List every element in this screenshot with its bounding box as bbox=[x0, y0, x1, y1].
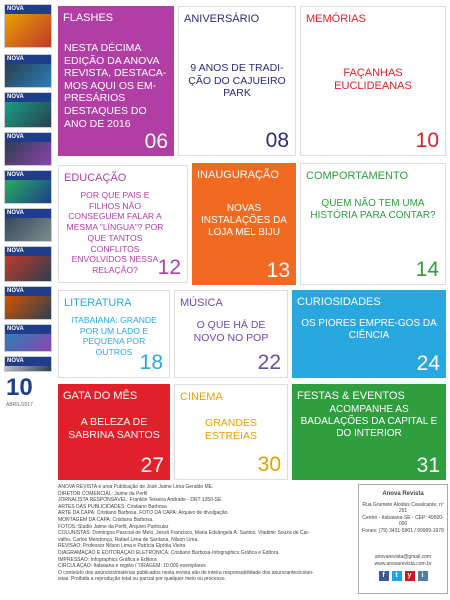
contact-address-line: Rua Grumete Aloides Cavalcante, nº 291 bbox=[362, 501, 444, 514]
section-literatura[interactable] bbox=[58, 290, 170, 378]
cover-thumbnail-brand: NOVA bbox=[5, 171, 51, 180]
youtube-icon[interactable]: y bbox=[405, 571, 415, 581]
credit-line: MONTAGEM DA CAPA: Cristiano Barbosa. bbox=[58, 516, 154, 523]
section-headline: NESTA DÉCIMA EDIÇÃO DA ANOVA REVISTA, DESTACA-MOS AQUI OS EM-PRESÁRIOS DESTAQUES DO ANO DE 2016 bbox=[64, 42, 167, 130]
cover-thumbnail[interactable] bbox=[4, 286, 52, 320]
section-page-number: 27 bbox=[140, 454, 164, 477]
section-category: INAUGURAÇÃO bbox=[197, 169, 279, 181]
cover-thumbnail[interactable] bbox=[4, 208, 52, 242]
cover-thumbnail-art bbox=[5, 296, 51, 319]
cover-thumbnail-art bbox=[5, 366, 51, 371]
section-page-number: 14 bbox=[415, 258, 439, 281]
cover-thumbnail-art bbox=[5, 218, 51, 241]
section-flashes[interactable] bbox=[58, 6, 174, 156]
contact-address-line: Centro - Itabaiana-SE - CEP: 49500-000 bbox=[362, 514, 444, 527]
section-comportamento[interactable] bbox=[300, 163, 446, 285]
cover-thumbnail[interactable] bbox=[4, 356, 52, 372]
section-headline: GRANDES ESTRÉIAS bbox=[205, 417, 257, 442]
section-festas-eventos[interactable] bbox=[292, 384, 446, 480]
credit-line: REVISÃO: Professor Nilson Lima e Patrícia Elpídia Vieira bbox=[58, 543, 186, 550]
contact-website[interactable]: www.anovarevista.com.br bbox=[374, 560, 432, 567]
contact-phone-line: Fones: (79) 3431-5901 / 99969-1978 bbox=[362, 527, 444, 534]
section-page-number: 06 bbox=[144, 130, 168, 153]
contact-box bbox=[358, 484, 448, 594]
section-musica[interactable] bbox=[174, 290, 288, 378]
section-page-number: 08 bbox=[265, 129, 289, 152]
section-page-number: 22 bbox=[257, 351, 281, 374]
section-page-number: 18 bbox=[139, 351, 163, 374]
cover-thumbnail-brand: NOVA bbox=[5, 55, 51, 64]
credit-line: ANOVA REVISTA é uma Publicação de José Jaime Lima Geraldo ME. bbox=[58, 484, 214, 490]
section-headline: QUEM NÃO TEM UMA HISTÓRIA PARA CONTAR? bbox=[310, 198, 436, 221]
credit-line: istas. Proibida a reprodução total ou parcial por qualquer meio ou processo. bbox=[58, 576, 226, 583]
section-page-number: 30 bbox=[257, 453, 281, 476]
section-cinema[interactable] bbox=[174, 384, 288, 480]
section-headline: 9 ANOS DE TRADI-ÇÃO DO CAJUEIRO PARK bbox=[188, 62, 286, 100]
cover-thumbnail-art bbox=[5, 102, 51, 127]
section-category: GATA DO MÊS bbox=[63, 390, 138, 402]
section-category: FESTAS & EVENTOS bbox=[297, 390, 405, 402]
cover-thumbnail-art bbox=[5, 14, 51, 47]
section-headline: NOVAS INSTALAÇÕES DA LOJA MEL BIJU bbox=[201, 203, 287, 238]
section-category: CINEMA bbox=[180, 391, 223, 403]
section-gata-do-mes[interactable] bbox=[58, 384, 170, 480]
cover-strip bbox=[0, 0, 56, 600]
credit-line: DIAGRAMAÇÃO E EDITORAÇÃO ELETRÔNICA: Cristiano Barbosa-Infographics Gráfica e Editora. bbox=[58, 549, 280, 556]
cover-thumbnail-art bbox=[5, 180, 51, 203]
cover-thumbnail[interactable] bbox=[4, 54, 52, 88]
instagram-icon[interactable]: i bbox=[418, 571, 428, 581]
section-aniversario[interactable] bbox=[178, 6, 296, 156]
credit-line: valho, Carlos Mendonça, Rafael Lima de Santana, Nilson Lima. bbox=[58, 536, 199, 543]
credit-line: FOTOS: Studio Jaime da Perfil, Arquivo Particular bbox=[58, 523, 169, 530]
cover-thumbnail[interactable] bbox=[4, 4, 52, 48]
credit-line: DIRETOR COMERCIAL: Jaime da Perfil bbox=[58, 490, 148, 497]
cover-thumbnail-brand: NOVA bbox=[5, 325, 51, 334]
masthead-credits bbox=[58, 484, 354, 583]
social-links bbox=[359, 571, 447, 581]
section-headline: ITABAIANA: GRANDE POR UM LADO E PEQUENA POR OUTROS bbox=[71, 315, 157, 358]
section-educacao[interactable] bbox=[58, 165, 188, 283]
credit-line: IMPRESSÃO: Infographics Gráfica e Editora bbox=[58, 556, 157, 563]
section-headline: POR QUE PAIS E FILHOS NÃO CONSEGUEM FALAR A MESMA “LÍNGUA”? POR QUE TANTOS CONFLITOS ENVOLVIDOS NESSA RELAÇÃO? bbox=[66, 190, 164, 276]
credit-line: CIRCULAÇÃO: Itabaiana e região / TIRAGEM: 10.000 exemplares bbox=[58, 563, 206, 570]
section-headline: ACOMPANHE AS BADALAÇÕES DA CAPITAL E DO INTERIOR bbox=[300, 404, 438, 439]
section-page-number: 31 bbox=[416, 454, 440, 477]
section-category: ANIVERSÁRIO bbox=[184, 13, 260, 25]
credit-line: JORNALISTA RESPONSÁVEL: Franklin Teixeira Andrade - DRT 1350-SE bbox=[58, 497, 222, 504]
contact-email[interactable]: anovarevista@gmail.com bbox=[374, 554, 432, 560]
cover-thumbnail[interactable] bbox=[4, 246, 52, 282]
issue-date: ABRIL/2017 bbox=[6, 402, 33, 408]
credit-line: ARTE DA CAPA: Cristiano Barbosa. FOTO DA CAPA: Arquivo de divulgação. bbox=[58, 510, 229, 517]
section-curiosidades[interactable] bbox=[292, 290, 446, 378]
section-category: MEMÓRIAS bbox=[306, 13, 366, 25]
section-category: COMPORTAMENTO bbox=[306, 170, 409, 182]
section-page-number: 10 bbox=[415, 129, 439, 152]
section-category: CURIOSIDADES bbox=[297, 296, 381, 308]
cover-thumbnail-art bbox=[5, 142, 51, 165]
cover-thumbnail-brand: NOVA bbox=[5, 93, 51, 102]
cover-thumbnail-brand: NOVA bbox=[5, 5, 51, 14]
contact-brand: Anova Revista bbox=[382, 491, 424, 497]
section-category: FLASHES bbox=[63, 12, 114, 24]
cover-thumbnail-art bbox=[5, 256, 51, 281]
credit-line: COLUNISTAS: Domingos Pascoal de Melo, Jesvã Francisco, Maria Edvângela A. Santos, Vladimir Souza de Car- bbox=[58, 530, 310, 537]
section-memorias[interactable] bbox=[300, 6, 446, 156]
cover-thumbnail[interactable] bbox=[4, 92, 52, 128]
section-inauguracao[interactable] bbox=[192, 163, 296, 285]
cover-thumbnail-brand: NOVA bbox=[5, 357, 51, 366]
section-category: MÚSICA bbox=[180, 297, 223, 309]
issue-number: 10 bbox=[6, 374, 33, 401]
section-headline: A BELEZA DE SABRINA SANTOS bbox=[68, 416, 160, 441]
cover-thumbnail-brand: NOVA bbox=[5, 287, 51, 296]
section-headline: FAÇANHAS EUCLIDEANAS bbox=[334, 67, 412, 93]
section-page-number: 12 bbox=[157, 256, 181, 279]
cover-thumbnail-art bbox=[5, 334, 51, 351]
section-headline: OS PIORES EMPRE-GOS DA CIÊNCIA bbox=[301, 318, 437, 341]
credit-line: ARTES DAS PUBLICIDADES: Cristiano Barbosa bbox=[58, 503, 167, 510]
section-category: LITERATURA bbox=[64, 297, 132, 309]
cover-thumbnail-brand: NOVA bbox=[5, 209, 51, 218]
cover-thumbnail-brand: NOVA bbox=[5, 247, 51, 256]
cover-thumbnail[interactable] bbox=[4, 324, 52, 352]
facebook-icon[interactable]: f bbox=[379, 571, 389, 581]
twitter-icon[interactable]: t bbox=[392, 571, 402, 581]
cover-thumbnail-art bbox=[5, 64, 51, 87]
cover-thumbnail[interactable] bbox=[4, 132, 52, 166]
cover-thumbnail[interactable] bbox=[4, 170, 52, 204]
section-page-number: 13 bbox=[266, 259, 290, 282]
section-page-number: 24 bbox=[416, 352, 440, 375]
credit-line: O conteúdo dos anúncios/matérias publicados nesta revista são de inteira responsabilidade dos anunciantes/colun- bbox=[58, 569, 314, 576]
section-category: EDUCAÇÃO bbox=[64, 172, 127, 184]
section-headline: O QUE HÁ DE NOVO NO POP bbox=[193, 319, 269, 344]
cover-thumbnail-brand: NOVA bbox=[5, 133, 51, 142]
